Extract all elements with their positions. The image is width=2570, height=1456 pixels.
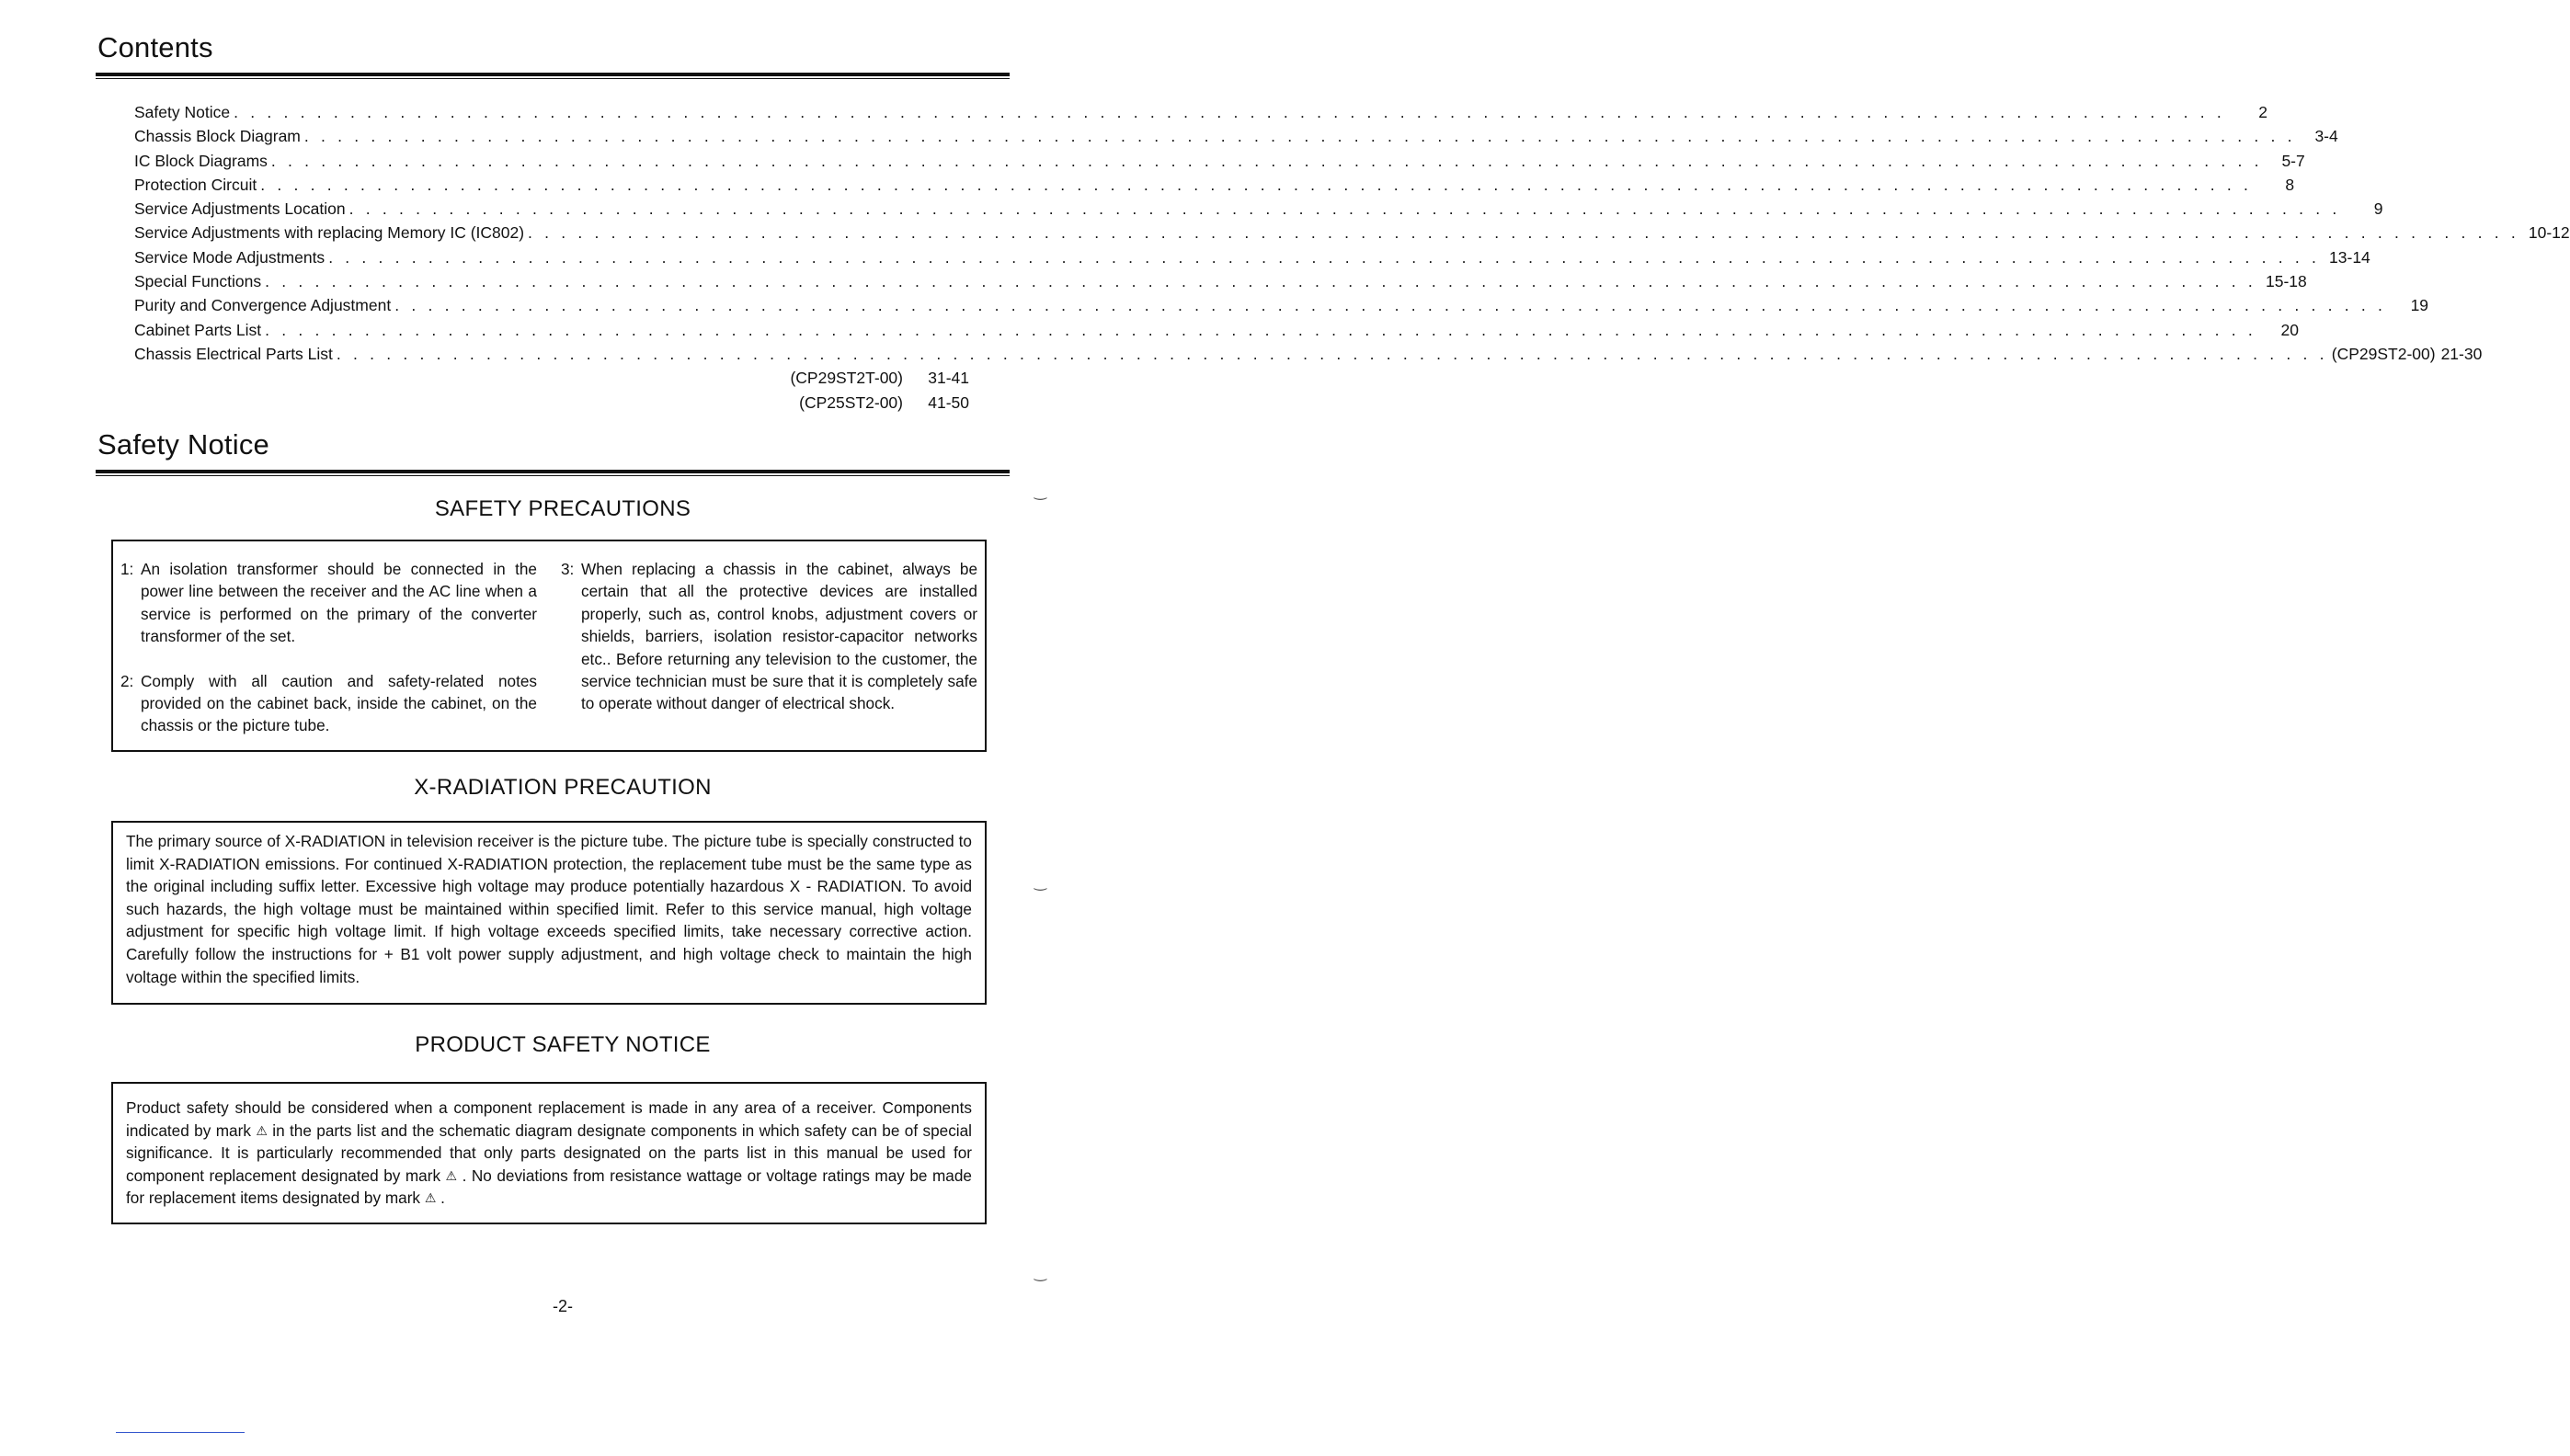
toc-entry: [134, 223, 2570, 247]
toc-entry-page: 15-18: [2265, 272, 2307, 291]
warning-triangle-icon: ⚠: [445, 1167, 458, 1183]
precaution-number: 1:: [120, 560, 134, 578]
scan-mark: ‿: [1034, 484, 1046, 500]
product-safety-title: PRODUCT SAFETY NOTICE: [415, 1032, 711, 1057]
toc-entry-page: 41-50: [928, 392, 969, 412]
safety-precautions-box: [111, 540, 987, 752]
toc-entry-page: 9: [2373, 199, 2383, 219]
toc-entry-page: 10-12: [2528, 223, 2570, 243]
safety-notice-rule: [96, 470, 1010, 476]
toc-dot-leader: . . . . . . . . . . . . . . . . . . . . . . . . . . . . . . . . . . . . . . . . . . . . . . . . . . . . . . . . . . . . . . . . . . . . . . . . . . . . . . . . . . . . . . . . . . . . . . . . . . . . . . . . . . . . . . . . . . . . . . . .: [303, 127, 2296, 146]
toc-dot-leader: . . . . . . . . . . . . . . . . . . . . . . . . . . . . . . . . . . . . . . . . . . . . . . . . . . . . . . . . . . . . . . . . . . . . . . . . . . . . . . . . . . . . . . . . . . . . . . . . . . . . . . . . . . . . . . . . . . . . . . . .: [328, 247, 2321, 267]
toc-entry-page: 13-14: [2329, 247, 2370, 267]
xradiation-text: The primary source of X-RADIATION in television receiver is the picture tube. The picture tube is specially constructed to limit X-RADIATION emissions. For continued X-RADIATION protection, the replacement tube must be the same type as the original including suffix letter. Excessive high voltage may produce potentially hazardous X - RADIATION. To avoid such hazards, the high voltage must be maintained within specified limit. Refer to this service manual, high voltage adjustment for specific high voltage limit. If high voltage exceeds specified limits, take necessary corrective action. Carefully follow the instructions for + B1 volt power supply adjustment, and high voltage check to maintain the high voltage within the specified limits.: [126, 832, 972, 986]
toc-entry-page: 31-41: [928, 369, 969, 388]
precaution-text: Comply with all caution and safety-related notes provided on the cabinet back, inside the cabinet, on the chassis or the picture tube.: [141, 671, 537, 735]
contents-rule: [96, 73, 1010, 79]
safety-precautions-title: SAFETY PRECAUTIONS: [434, 496, 691, 521]
toc-entry-page: 3-4: [2314, 127, 2338, 146]
toc-entry-title: Service Mode Adjustments: [134, 247, 326, 267]
toc-dot-leader: . . . . . . . . . . . . . . . . . . . . . . . . . . . . . . . . . . . . . . . . . . . . . . . . . . . . . . . . . . . . . . . . . . . . . . . . . . . . . . . . . . . . . . . . . . . . . . . . . . . . . . . . . . . . . . . . . . . . . . . .: [234, 103, 2225, 121]
toc-dot-leader: . . . . . . . . . . . . . . . . . . . . . . . . . . . . . . . . . . . . . . . . . . . . . . . . . . . . . . . . . . . . . . . . . . . . . . . . . . . . . . . . . . . . . . . . . . . . . . . . . . . . . . . . . . . . . . . . . . . . . . . .: [336, 344, 2328, 363]
toc-entry-title: Chassis Block Diagram: [134, 127, 301, 146]
precaution-number: 3:: [561, 560, 575, 578]
toc-entry-title: IC Block Diagrams: [134, 151, 268, 170]
xradiation-title: X-RADIATION PRECAUTION: [414, 775, 712, 800]
toc-dot-leader: . . . . . . . . . . . . . . . . . . . . . . . . . . . . . . . . . . . . . . . . . . . . . . . . . . . . . . . . . . . . . . . . . . . . . . . . . . . . . . . . . . . . . . . . . . . . . . . . . . . . . . . . . . . . . . . . . . . . . . . .: [348, 199, 2341, 219]
precaution-number: 2:: [120, 671, 134, 690]
precaution-text: An isolation transformer should be connected in the power line between the receiver and the AC line when a service is performed on the primary of the converter transformer of the set.: [141, 560, 537, 646]
toc-entry-title: Cabinet Parts List: [134, 320, 262, 339]
precaution-item: [120, 558, 537, 648]
precautions-right-column: [561, 558, 977, 759]
toc-entry-page: 20: [2280, 320, 2299, 339]
contents-heading: Contents: [97, 31, 213, 63]
scan-mark: ‿: [1034, 1266, 1046, 1281]
toc-entry: [134, 151, 2305, 176]
toc-entry-page: 2: [2258, 103, 2267, 121]
precaution-text: When replacing a chassis in the cabinet, always be certain that all the protective devices are installed properly, such as, control knobs, adjustment covers or shields, barriers, isolation resistor-capacitor networks etc.. Before returning any television to the customer, the service technician must be sure that it is completely safe to operate without danger of electrical shock.: [581, 560, 977, 713]
toc-sub-entry: [134, 393, 973, 417]
xradiation-box: [111, 821, 987, 1005]
toc-dot-leader: . . . . . . . . . . . . . . . . . . . . . . . . . . . . . . . . . . . . . . . . . . . . . . . . . . . . . . . . . . . . . . . . . . . . . . . . . . . . . . . . . . . . . . . . . . . . . . . . . . . . . . . . . . . . . . . . . . . . . . . .: [265, 272, 2256, 291]
toc-entry: [134, 344, 2483, 369]
toc-entry-title: Special Functions: [134, 272, 262, 291]
toc-entry-model: (CP25ST2-00): [799, 392, 903, 412]
toc-dot-leader: . . . . . . . . . . . . . . . . . . . . . . . . . . . . . . . . . . . . . . . . . . . . . . . . . . . . . . . . . . . . . . . . . . . . . . . . . . . . . . . . . . . . . . . . . . . . . . . . . . . . . . . . . . . . . . . . . . . . . . . .: [260, 175, 2253, 194]
toc-entry-model: (CP29ST2T-00): [790, 369, 903, 388]
toc-entry: [134, 247, 2370, 272]
scan-mark: ‿: [1034, 875, 1046, 891]
toc-entry: [134, 199, 2383, 223]
safety-notice-heading: Safety Notice: [97, 428, 269, 461]
toc-entry-title: Protection Circuit: [134, 175, 257, 194]
toc-entry-page: 8: [2285, 175, 2295, 194]
product-safety-text-part: in the parts list and the schematic diagram designate components in which safety can be of special significance. It is particularly recommended that only parts designated on the parts list in this manual be used for component replacement designated by mark: [126, 1120, 972, 1185]
precautions-left-column: [120, 558, 561, 759]
toc-entry-page: 5-7: [2281, 151, 2305, 170]
toc-entry: [134, 296, 2429, 320]
warning-triangle-icon: ⚠: [256, 1122, 268, 1138]
product-safety-text-part: Product safety should be considered when a component replacement is made in any area of a receiver. Components indicated by mark: [126, 1098, 972, 1140]
product-safety-text-part: . No deviations from resistance wattage or voltage ratings may be made for replacement items designated by mark: [126, 1166, 972, 1208]
toc-entry: [134, 127, 2338, 151]
product-safety-text-part: .: [436, 1189, 445, 1208]
toc-entry-title: Service Adjustments with replacing Memory IC (IC802): [134, 223, 525, 243]
toc-dot-leader: . . . . . . . . . . . . . . . . . . . . . . . . . . . . . . . . . . . . . . . . . . . . . . . . . . . . . . . . . . . . . . . . . . . . . . . . . . . . . . . . . . . . . . . . . . . . . . . . . . . . . . . . . . . . . . . . . . . . . . . .: [270, 151, 2263, 170]
toc-dot-leader: . . . . . . . . . . . . . . . . . . . . . . . . . . . . . . . . . . . . . . . . . . . . . . . . . . . . . . . . . . . . . . . . . . . . . . . . . . . . . . . . . . . . . . . . . . . . . . . . . . . . . . . . . . . . . . . . . . . . . . . .: [265, 320, 2256, 339]
toc-entry-title: Purity and Convergence Adjustment: [134, 296, 392, 315]
toc-entry: [134, 320, 2299, 345]
toc-entry-page: 19: [2410, 296, 2429, 315]
table-of-contents: [134, 103, 2570, 417]
toc-entry-title: Safety Notice: [134, 103, 231, 121]
toc-entry: [134, 175, 2295, 199]
product-safety-text: [113, 1084, 985, 1210]
toc-sub-entry: [134, 369, 973, 392]
product-safety-box: [111, 1082, 987, 1224]
toc-entry-model: (CP29ST2-00): [2331, 344, 2436, 363]
toc-dot-leader: . . . . . . . . . . . . . . . . . . . . . . . . . . . . . . . . . . . . . . . . . . . . . . . . . . . . . . . . . . . . . . . . . . . . . . . . . . . . . . . . . . . . . . . . . . . . . . . . . . . . . . . . . . . . . . . . . . . . . . . .: [394, 296, 2387, 315]
toc-entry-title: Service Adjustments Location: [134, 199, 346, 219]
toc-entry-title: Chassis Electrical Parts List: [134, 344, 333, 363]
scan-blue-line: [116, 1432, 245, 1433]
toc-dot-leader: . . . . . . . . . . . . . . . . . . . . . . . . . . . . . . . . . . . . . . . . . . . . . . . . . . . . . . . . . . . . . . . . . . . . . . . . . . . . . . . . . . . . . . . . . . . . . . . . . . . . . . . . . . . . . . . . . . . . . . . .: [528, 223, 2519, 243]
toc-entry: [134, 103, 2267, 127]
page-number: -2-: [553, 1297, 573, 1315]
precaution-item: [120, 670, 537, 737]
toc-entry-page: 21-30: [2440, 344, 2483, 363]
warning-triangle-icon: ⚠: [424, 1190, 437, 1206]
toc-entry: [134, 272, 2307, 296]
precaution-item: [561, 558, 977, 715]
